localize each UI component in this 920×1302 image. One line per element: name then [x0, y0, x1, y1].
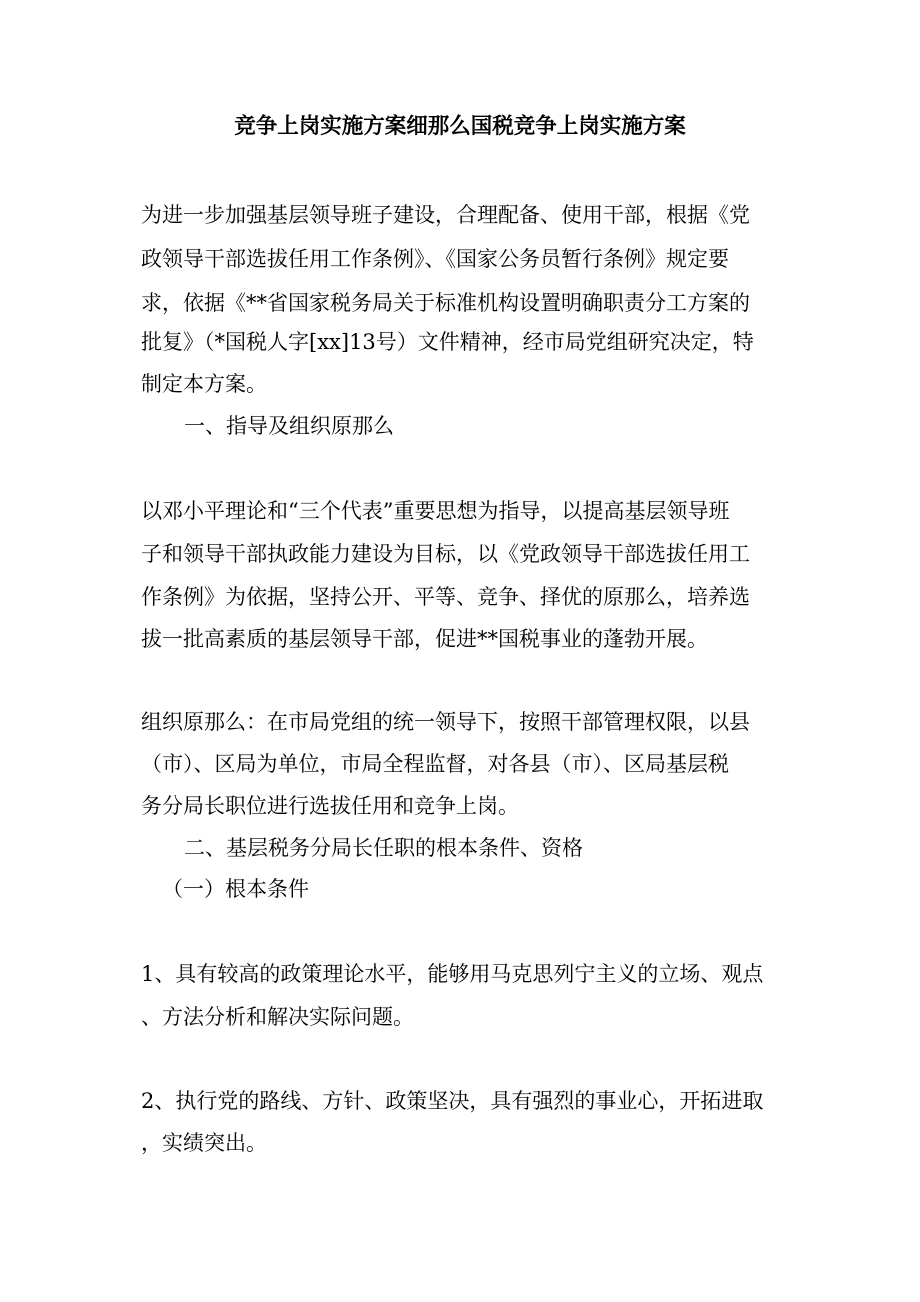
paragraph-line: 批复》（*国税人字[xx]13号）文件精神，经市局党组研究决定，特: [141, 330, 754, 354]
paragraph-line: （市）、区局为单位，市局全程监督，对各县（市）、区局基层税: [141, 752, 729, 776]
paragraph-line: 制定本方案。: [141, 372, 267, 396]
paragraph-line: 求，依据《**省国家税务局关于标准机构设置明确职责分工方案的: [141, 291, 750, 315]
list-item-line: 1、具有较高的政策理论水平，能够用马克思列宁主义的立场、观点: [141, 962, 764, 986]
list-item-line: ，实绩突出。: [141, 1131, 267, 1155]
paragraph-line: 拔一批高素质的基层领导干部，促进**国税事业的蓬勃开展。: [141, 627, 708, 651]
section-heading: 二、基层税务分局长任职的根本条件、资格: [184, 836, 583, 860]
paragraph-line: 组织原那么：在市局党组的统一领导下，按照干部管理权限，以县: [141, 710, 750, 734]
list-item-line: 、方法分析和解决实际问题。: [141, 1005, 414, 1029]
document-title: 竞争上岗实施方案细那么国税竞争上岗实施方案: [234, 114, 686, 139]
section-heading: 一、指导及组织原那么: [184, 414, 394, 438]
paragraph-line: 子和领导干部执政能力建设为目标，以《党政领导干部选拔任用工: [141, 542, 750, 566]
paragraph-line: 作条例》为依据，坚持公开、平等、竞争、择优的原那么，培养选: [141, 585, 750, 609]
paragraph-line: 以邓小平理论和“三个代表”重要思想为指导，以提高基层领导班: [141, 499, 730, 523]
paragraph-line: 为进一步加强基层领导班子建设，合理配备、使用干部，根据《党: [141, 203, 750, 227]
paragraph-line: 务分局长职位进行选拔任用和竞争上岗。: [141, 794, 519, 818]
subsection-heading: （一）根本条件: [162, 877, 309, 901]
list-item-line: 2、执行党的路线、方针、政策坚决，具有强烈的事业心，开拓进取: [141, 1089, 764, 1113]
paragraph-line: 政领导干部选拔任用工作条例》、《国家公务员暂行条例》规定要: [141, 247, 729, 271]
